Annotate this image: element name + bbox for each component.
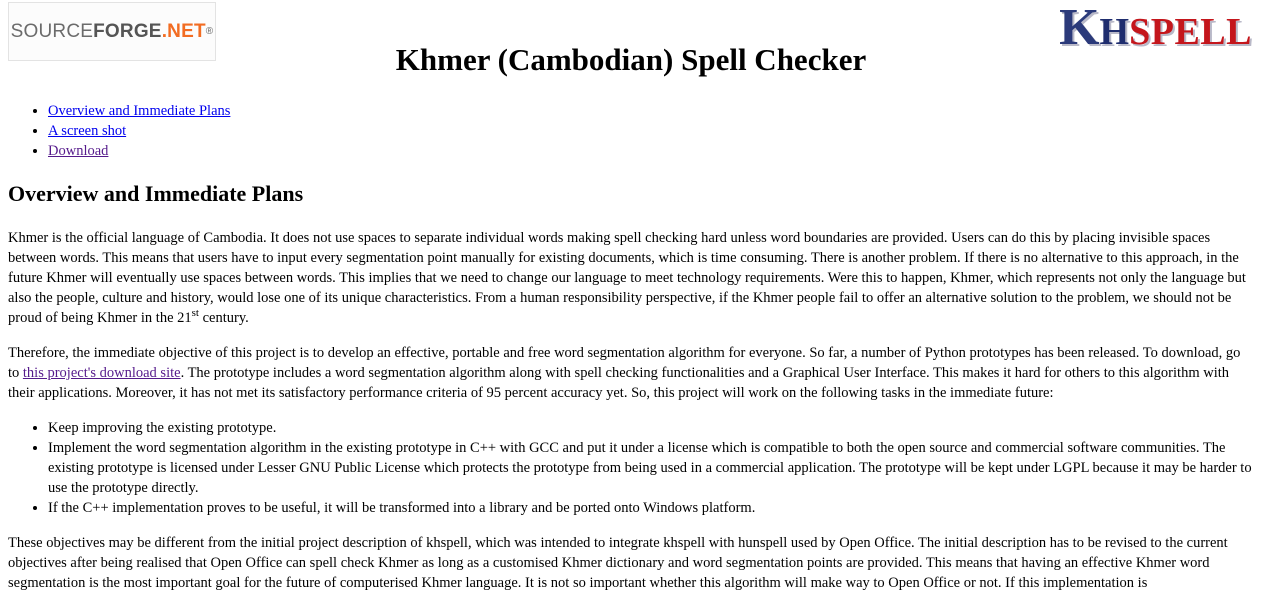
paragraph-revision: These objectives may be different from the initial project description of khspell, which was intended to integrate khspell with hunspell used by Open Office. The initial description has to be revised to the current objectives after being realised that Open Office can spell check Khmer as long as a customised Khmer dictionary and word segmentation points are provided. This means that having an effective Khmer word segmentation is the most important goal for the future of computerised Khmer language. It is not so important whether this algorithm will make way to Open Office or not. If this implementation is	[8, 535, 1228, 591]
paragraph-objective-text-b: . The prototype includes a word segmentation algorithm along with spell checking functionalities and a Graphical User Interface. This makes it hard for others to this algorithm with their applications. Moreover, it has not met its satisfactory performance criteria of 95 percent accuracy yet. So, this project will work on the following tasks in the immediate future:	[8, 365, 1230, 401]
kh-logo-k: K	[1059, 0, 1100, 56]
toc-link-screenshot[interactable]: A screen shot	[48, 123, 127, 139]
sf-logo-forge: FORGE	[93, 20, 162, 42]
section-heading: Overview and Immediate Plans	[8, 181, 304, 206]
page-title: Khmer (Cambodian) Spell Checker	[395, 42, 867, 77]
paragraph-objective-text-a: Therefore, the immediate objective of this project is to develop an effective, portable and free word segmentation algorithm for everyone. So far, a number of Python prototypes has been released. To download, go to	[8, 345, 1241, 381]
toc-link-overview[interactable]: Overview and Immediate Plans	[48, 103, 231, 119]
kh-logo-spell: SPELL	[1129, 11, 1252, 53]
toc-link-download[interactable]: Download	[48, 143, 109, 159]
kh-logo-h: H	[1099, 11, 1130, 53]
paragraph-intro	[8, 228, 1255, 328]
ordinal-suffix: st	[191, 307, 199, 320]
sf-logo-net: .NET	[161, 20, 206, 42]
task-item: • Implement the word segmentation algorithm in the existing prototype in C++ with GCC and put it under a license which is compatible to both the open source and commercial software communities. The existing prototype is licensed under Lesser GNU Public License which protects the prototype from being used in a commercial application. The prototype will be kept under LGPL because it may be harder to use the prototype directly.	[48, 438, 1255, 498]
paragraph-intro-end: century.	[198, 310, 249, 326]
toc-item	[48, 141, 230, 161]
task-item: • Keep improving the existing prototype.	[48, 418, 1255, 438]
toc-item	[48, 101, 230, 121]
sf-logo-source: SOURCE	[10, 20, 94, 42]
toc-item	[48, 121, 230, 141]
section-content	[8, 228, 1255, 603]
sf-logo-registered: ®	[205, 25, 214, 37]
task-list	[8, 418, 1255, 518]
paragraph-objective	[8, 343, 1255, 403]
table-of-contents	[8, 101, 230, 161]
paragraph-intro-text: Khmer is the official language of Cambodia. It does not use spaces to separate individual words making spell checking hard unless word boundaries are provided. Users can do this by placing invisible spaces between words. This means that users have to input every segmentation point manually for existing documents, which is time consuming. There is another problem. If there is no alternative to this approach, in the future Khmer will eventually use spaces between words. This implies that we need to change our language to meet technology requirements. Were this to happen, Khmer, which represents not only the language but also the people, culture and history, would lose one of its unique characteristics. From a human responsibility perspective, if the Khmer people fail to offer an alternative solution to the problem, we should not be proud of being Khmer in the 21	[8, 230, 1246, 326]
task-item: • If the C++ implementation proves to be useful, it will be transformed into a library and be ported onto Windows platform.	[48, 498, 1255, 518]
download-site-link[interactable]: this project's download site	[22, 365, 181, 381]
